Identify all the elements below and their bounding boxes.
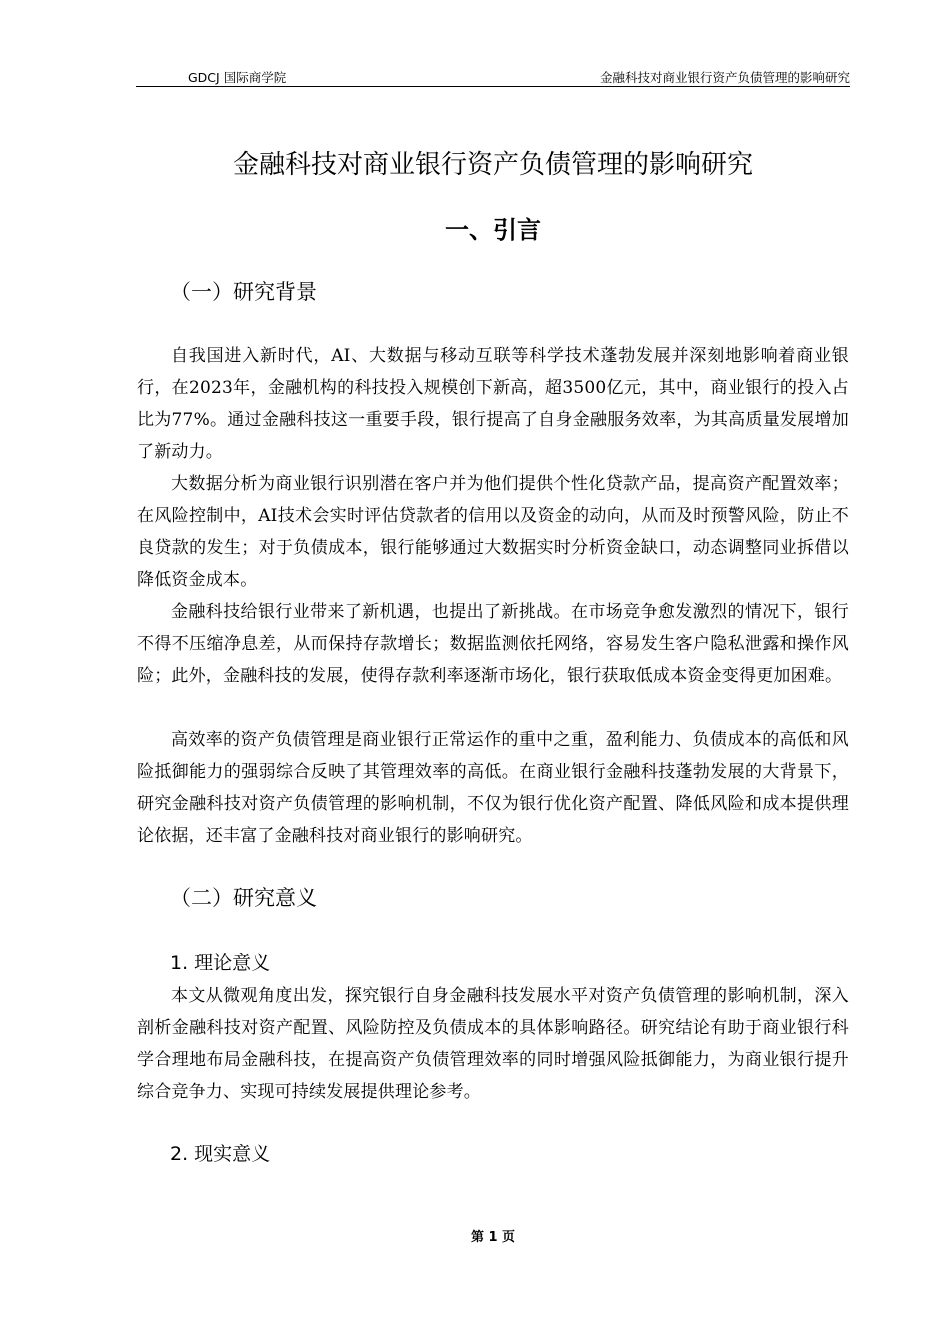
header-paper-title: 金融科技对商业银行资产负债管理的影响研究 bbox=[599, 70, 850, 85]
section-heading-background: （一）研究背景 bbox=[170, 280, 317, 304]
page-number: 第 1 页 bbox=[470, 1230, 516, 1245]
chapter-heading: 一、引言 bbox=[445, 216, 541, 244]
paragraph-background-1: 自我国进入新时代，AI、大数据与移动互联等科学技术蓬勃发展并深刻地影响着商业银行，在2023年，金融机构的科技投入规模创下新高，超3500亿元，其中，商业银行的投入占比为77%。通过金融科技这一重要手段，银行提高了自身金融服务效率，为其高质量发展增加了新动力。 bbox=[137, 346, 849, 462]
running-header bbox=[136, 66, 850, 87]
paragraph-background-3: 金融科技给银行业带来了新机遇，也提出了新挑战。在市场竞争愈发激烈的情况下，银行不得不压缩净息差，从而保持存款增长；数据监测依托网络，容易发生客户隐私泄露和操作风险；此外，金融科技的发展，使得存款利率逐渐市场化，银行获取低成本资金变得更加困难。 bbox=[137, 602, 849, 686]
subsection-heading-practical: 2. 现实意义 bbox=[170, 1143, 271, 1165]
paragraph-background-2: 大数据分析为商业银行识别潜在客户并为他们提供个性化贷款产品，提高资产配置效率；在风险控制中，AI技术会实时评估贷款者的信用以及资金的动向，从而及时预警风险，防止不良贷款的发生；对于负债成本，银行能够通过大数据实时分析资金缺口，动态调整同业拆借以降低资金成本。 bbox=[137, 474, 849, 590]
header-institution: GDCJ 国际商学院 bbox=[188, 70, 287, 85]
paragraph-background-4: 高效率的资产负债管理是商业银行正常运作的重中之重，盈利能力、负债成本的高低和风险抵御能力的强弱综合反映了其管理效率的高低。在商业银行金融科技蓬勃发展的大背景下，研究金融科技对资产负债管理的影响机制，不仅为银行优化资产配置、降低风险和成本提供理论依据，还丰富了金融科技对商业银行的影响研究。 bbox=[137, 730, 849, 846]
paper-title: 金融科技对商业银行资产负债管理的影响研究 bbox=[232, 150, 753, 180]
paragraph-theoretical-1: 本文从微观角度出发，探究银行自身金融科技发展水平对资产负债管理的影响机制，深入剖析金融科技对资产配置、风险防控及负债成本的具体影响路径。研究结论有助于商业银行科学合理地布局金融科技，在提高资产负债管理效率的同时增强风险抵御能力，为商业银行提升综合竞争力、实现可持续发展提供理论参考。 bbox=[137, 986, 849, 1102]
subsection-heading-theoretical: 1. 理论意义 bbox=[170, 952, 271, 974]
section-heading-significance: （二）研究意义 bbox=[170, 886, 317, 910]
